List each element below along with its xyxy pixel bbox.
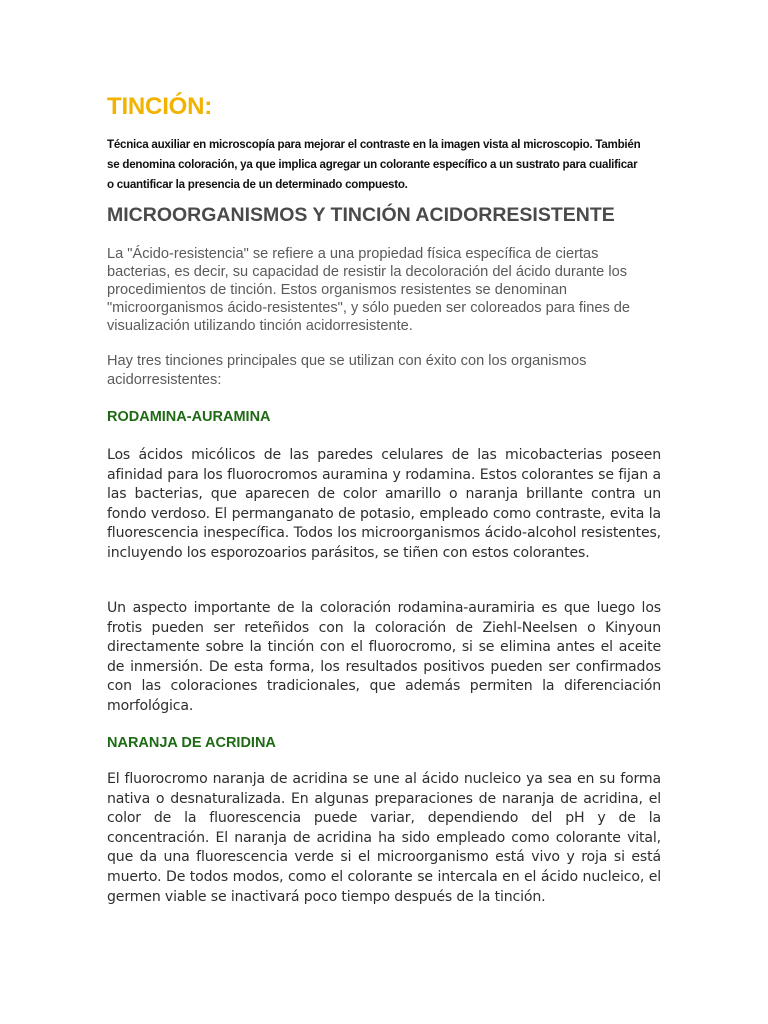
paragraph-three-stains: Hay tres tinciones principales que se utilizan con éxito con los organismos acidorresistentes: <box>107 353 587 388</box>
paragraph-micolic-acids: Los ácidos micólicos de las paredes celulares de las micobacterias poseen afinidad para los fluorocromos auramina y rodamina. Estos colorantes se fijan a las bacterias, que aparecen de color amarillo o naranja brillante contra un fondo verdoso. El permanganato de potasio, empleado como contraste, evita la fluorescencia inespecífica. Todos los microorganismos ácido-alcohol resistentes, incluyendo los esporozoarios parásitos, se tiñen con estos colorantes. <box>107 447 661 561</box>
paragraph-acridine-orange: El fluorocromo naranja de acridina se une al ácido nucleico ya sea en su forma nativa o desnaturalizada. En algunas preparaciones de naranja de acridina, el color de la fluorescencia puede variar, dependiendo del pH y de la concentración. El naranja de acridina ha sido empleado como colorante vital, que da una fluorescencia verde si el microorganismo está vivo y roja si está muerto. De todos modos, como el colorante se intercala en el ácido nucleico, el germen viable se inactivará poco tiempo después de la tinción. <box>107 771 661 905</box>
intro-definition: Técnica auxiliar en microscopía para mejorar el contraste en la imagen vista al microscopio. También se denomina coloración, ya que implica agregar un colorante específico a un sustrato para cualificar o cuantificar la presencia de un determinado compuesto. <box>107 138 641 191</box>
paragraph-restaining: Un aspecto importante de la coloración rodamina-auramiria es que luego los frotis pueden ser reteñidos con la coloración de Ziehl-Neelsen o Kinyoun directamente sobre la tinción con el fluorocromo, si se elimina antes el aceite de inmersión. De esta forma, los resultados positivos pueden ser confirmados con las coloraciones tradicionales, que además permiten la diferenciación morfológica. <box>107 600 661 714</box>
section-title: MICROORGANISMOS Y TINCIÓN ACIDORRESISTENTE <box>107 204 615 226</box>
page-title: TINCIÓN: <box>107 93 213 120</box>
subheading-naranja-acridina: NARANJA DE ACRIDINA <box>107 735 276 751</box>
paragraph-acid-resistance: La "Ácido-resistencia" se refiere a una propiedad física específica de ciertas bacterias, es decir, su capacidad de resistir la decoloración del ácido durante los procedimientos de tinción. Estos organismos resistentes se denominan "microorganismos ácido-resistentes", y sólo pueden ser coloreados para fines de visualización utilizando tinción acidorresistente. <box>107 246 631 334</box>
subheading-rodamina-auramina: RODAMINA-AURAMINA <box>107 409 271 425</box>
